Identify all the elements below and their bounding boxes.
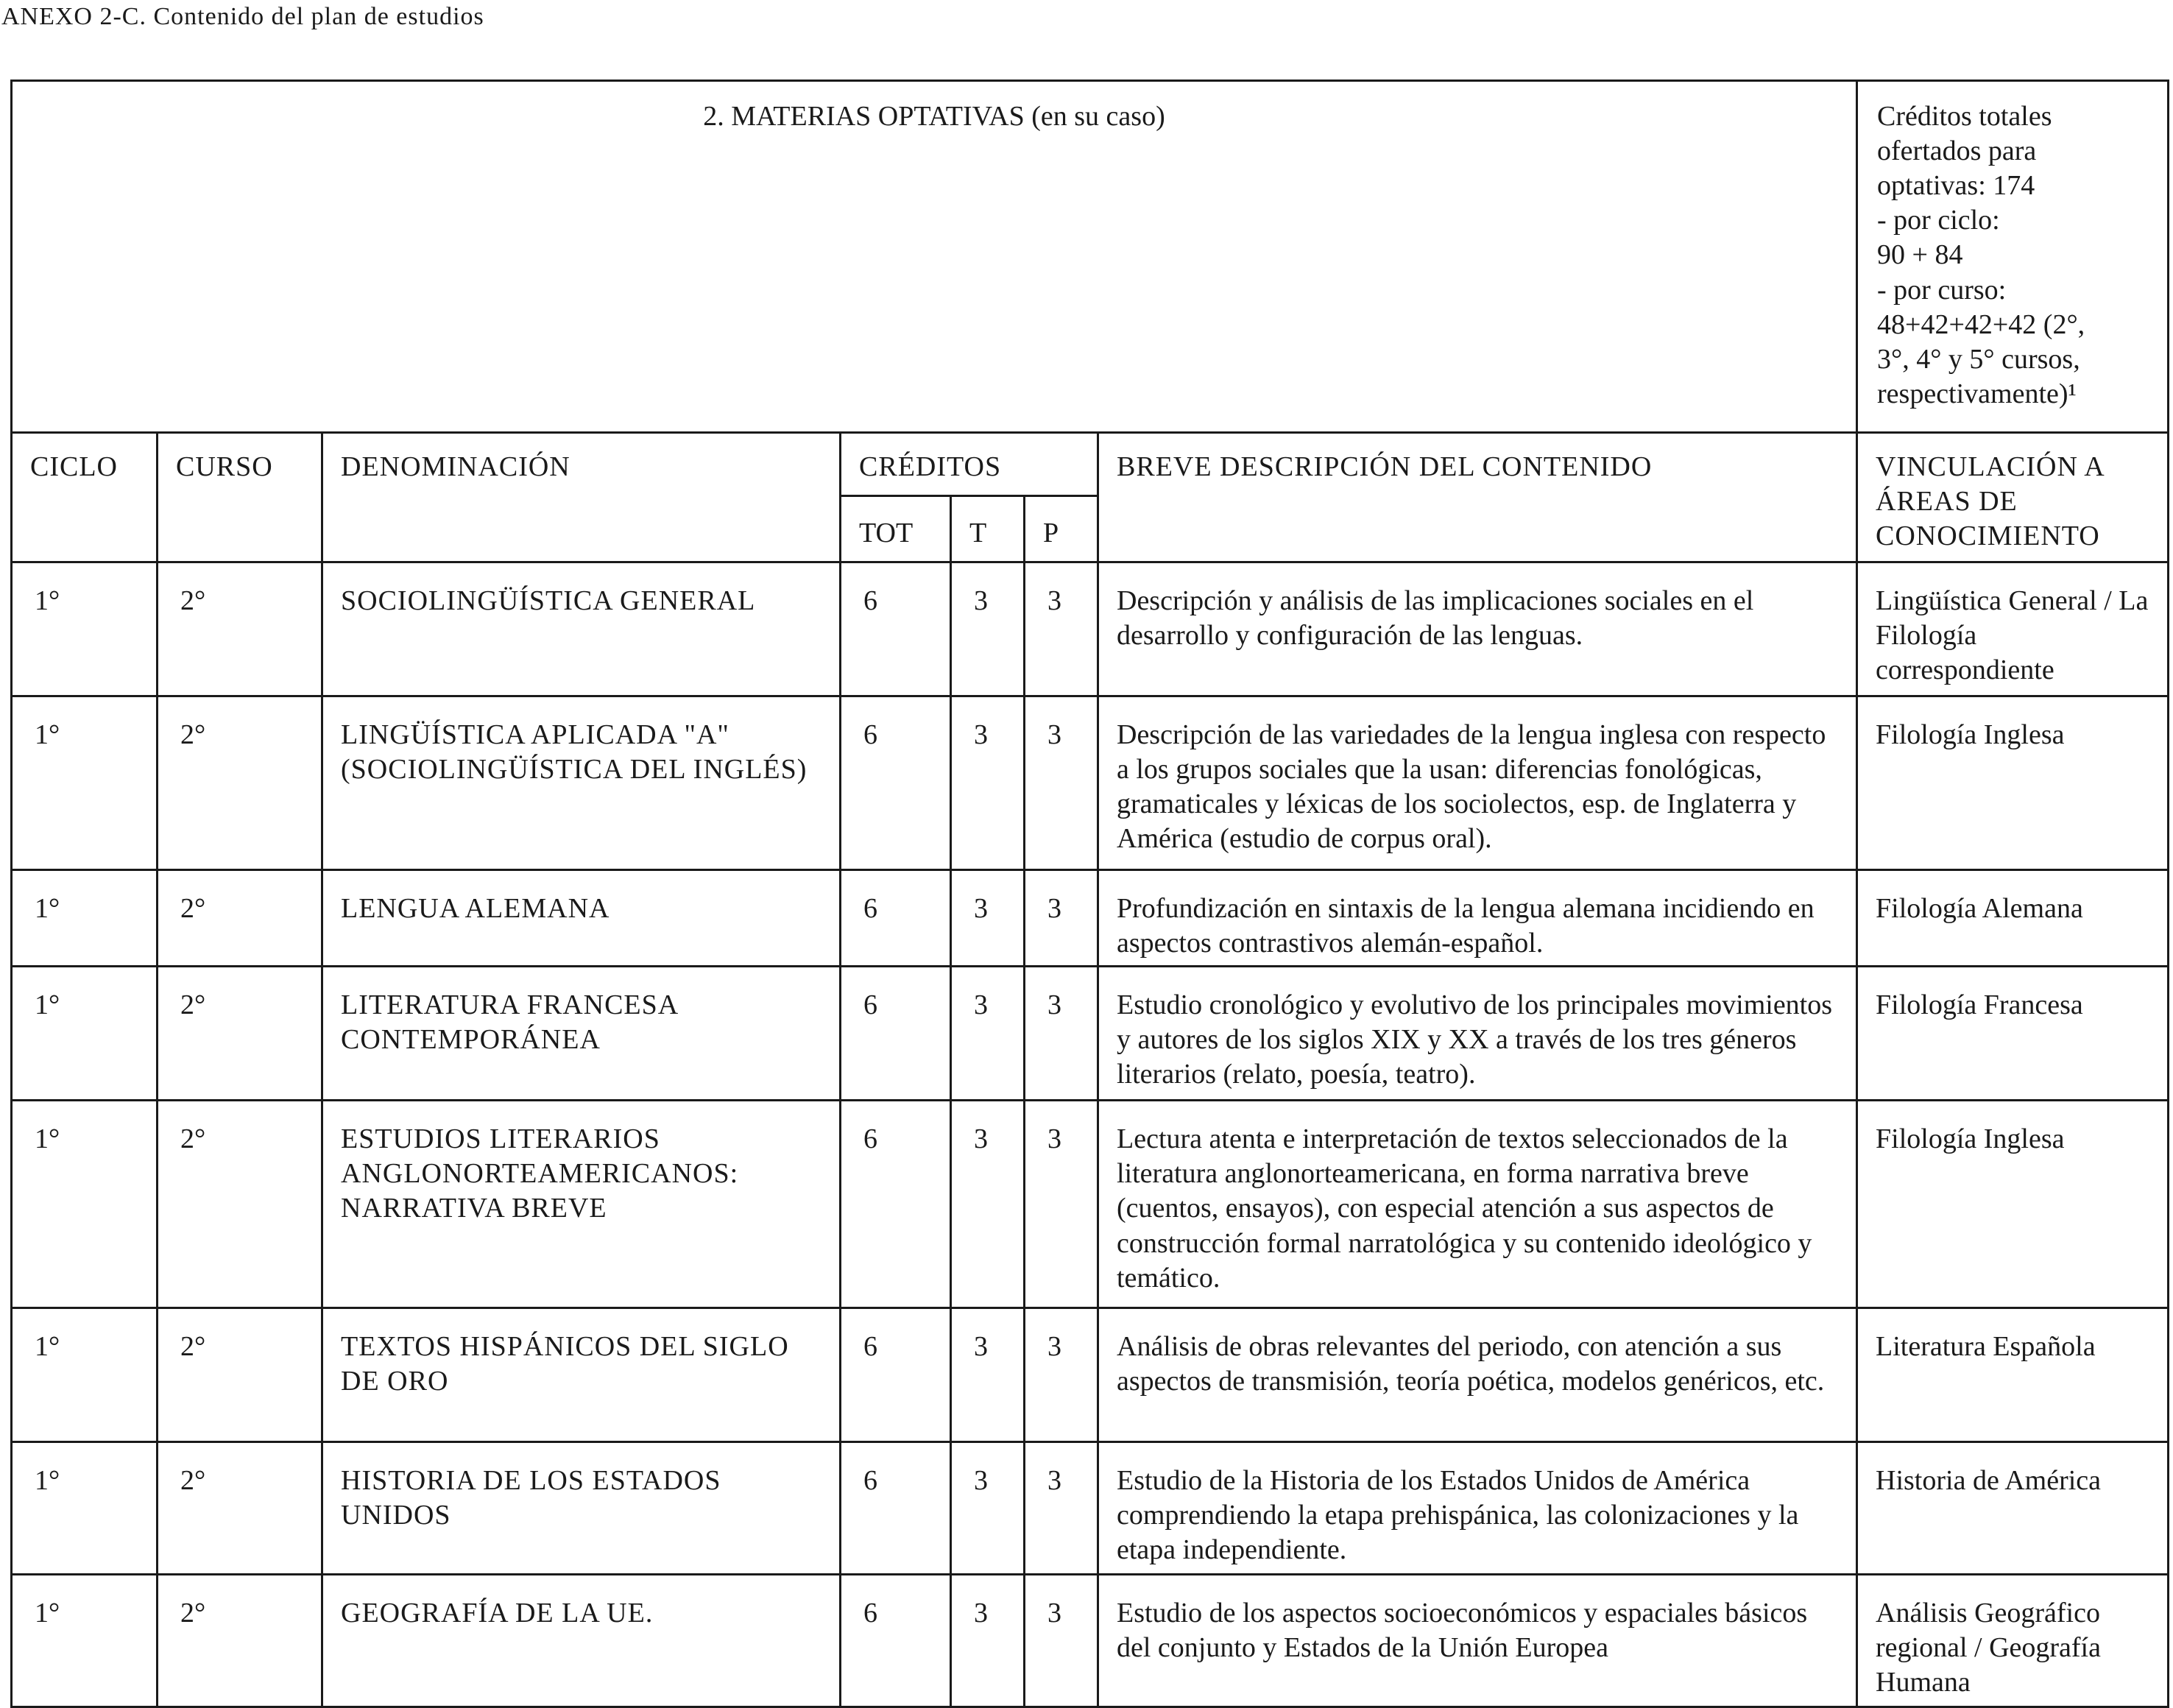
descripcion-cell: Estudio de los aspectos socioeconómicos y espaciales básicos del conjunto y Estados de la Unión Europea <box>1098 1575 1857 1707</box>
descripcion-cell: Descripción y análisis de las implicaciones sociales en el desarrollo y configuración de las lenguas. <box>1098 562 1857 696</box>
t-cell: 3 <box>951 696 1025 870</box>
p-cell: 3 <box>1025 1442 1098 1575</box>
header-row <box>12 433 2169 496</box>
tot-cell: 6 <box>841 696 951 870</box>
ciclo-cell: 1° <box>12 1575 158 1707</box>
curso-cell: 2° <box>158 1575 322 1707</box>
denominacion-cell: GEOGRAFÍA DE LA UE. <box>322 1575 841 1707</box>
p-cell: 3 <box>1025 696 1098 870</box>
denominacion-cell: LENGUA ALEMANA <box>322 870 841 967</box>
credits-summary-line: Créditos totales <box>1877 101 2052 132</box>
t-cell: 3 <box>951 967 1025 1101</box>
descripcion-cell: Lectura atenta e interpretación de textos seleccionados de la literatura anglonorteamericana, en forma narrativa breve (cuentos, ensayos), con especial atención a sus aspectos de construcción formal narratológica y su contenido ideológico y temático. <box>1098 1101 1857 1308</box>
tot-cell: 6 <box>841 562 951 696</box>
ciclo-cell: 1° <box>12 967 158 1101</box>
ciclo-cell: 1° <box>12 1442 158 1575</box>
p-cell: 3 <box>1025 967 1098 1101</box>
t-cell: 3 <box>951 562 1025 696</box>
vinculacion-cell: Filología Inglesa <box>1857 1101 2169 1308</box>
table-row <box>12 1575 2169 1707</box>
study-plan-table <box>10 80 2169 1708</box>
credits-summary-line: - por curso: <box>1877 274 2007 306</box>
vinculacion-cell: Filología Inglesa <box>1857 696 2169 870</box>
curso-cell: 2° <box>158 696 322 870</box>
denominacion-cell: SOCIOLINGÜÍSTICA GENERAL <box>322 562 841 696</box>
credits-summary-line: 90 + 84 <box>1877 239 1963 271</box>
tot-cell: 6 <box>841 1101 951 1308</box>
section-title: 2. MATERIAS OPTATIVAS (en su caso) <box>12 81 1857 433</box>
table-row <box>12 1308 2169 1442</box>
credits-summary-line: 3°, 4° y 5° cursos, <box>1877 343 2080 375</box>
header-t: T <box>951 496 1025 562</box>
t-cell: 3 <box>951 1442 1025 1575</box>
ciclo-cell: 1° <box>12 696 158 870</box>
t-cell: 3 <box>951 1101 1025 1308</box>
curso-cell: 2° <box>158 562 322 696</box>
tot-cell: 6 <box>841 870 951 967</box>
vinculacion-cell: Historia de América <box>1857 1442 2169 1575</box>
curso-cell: 2° <box>158 870 322 967</box>
credits-summary-line: optativas: 174 <box>1877 170 2035 202</box>
p-cell: 3 <box>1025 1575 1098 1707</box>
denominacion-cell: HISTORIA DE LOS ESTADOS UNIDOS <box>322 1442 841 1575</box>
descripcion-cell: Descripción de las variedades de la lengua inglesa con respecto a los grupos sociales que la usan: diferencias fonológicas, gramaticales y léxicas de los sociolectos, esp. de Inglaterra y América (estudio de corpus oral). <box>1098 696 1857 870</box>
document-header: ANEXO 2-C. Contenido del plan de estudios <box>1 3 484 30</box>
denominacion-cell: TEXTOS HISPÁNICOS DEL SIGLO DE ORO <box>322 1308 841 1442</box>
header-vinculacion: VINCULACIÓN A ÁREAS DE CONOCIMIENTO <box>1857 433 2169 562</box>
table-row <box>12 967 2169 1101</box>
ciclo-cell: 1° <box>12 870 158 967</box>
credits-summary-line: respectivamente)¹ <box>1877 378 2077 409</box>
header-p: P <box>1025 496 1098 562</box>
header-denominacion: DENOMINACIÓN <box>322 433 841 562</box>
credits-summary-line: - por ciclo: <box>1877 205 2000 236</box>
p-cell: 3 <box>1025 1308 1098 1442</box>
descripcion-cell: Profundización en sintaxis de la lengua alemana incidiendo en aspectos contrastivos alemán-español. <box>1098 870 1857 967</box>
header-descripcion: BREVE DESCRIPCIÓN DEL CONTENIDO <box>1098 433 1857 562</box>
header-tot: TOT <box>841 496 951 562</box>
tot-cell: 6 <box>841 1442 951 1575</box>
credits-summary <box>1857 81 2169 433</box>
vinculacion-cell: Análisis Geográfico regional / Geografía Humana <box>1857 1575 2169 1707</box>
header-creditos: CRÉDITOS <box>841 433 1098 496</box>
t-cell: 3 <box>951 870 1025 967</box>
header-ciclo: CICLO <box>12 433 158 562</box>
vinculacion-cell: Lingüística General / La Filología correspondiente <box>1857 562 2169 696</box>
table-row <box>12 562 2169 696</box>
table-row <box>12 1442 2169 1575</box>
p-cell: 3 <box>1025 870 1098 967</box>
descripcion-cell: Estudio de la Historia de los Estados Unidos de América comprendiendo la etapa prehispánica, las colonizaciones y la etapa independiente. <box>1098 1442 1857 1575</box>
denominacion-cell: LINGÜÍSTICA APLICADA "A" (SOCIOLINGÜÍSTICA DEL INGLÉS) <box>322 696 841 870</box>
table-row <box>12 1101 2169 1308</box>
vinculacion-cell: Literatura Española <box>1857 1308 2169 1442</box>
vinculacion-cell: Filología Francesa <box>1857 967 2169 1101</box>
ciclo-cell: 1° <box>12 1101 158 1308</box>
tot-cell: 6 <box>841 967 951 1101</box>
ciclo-cell: 1° <box>12 1308 158 1442</box>
section-title-row <box>12 81 2169 433</box>
header-curso: CURSO <box>158 433 322 562</box>
descripcion-cell: Estudio cronológico y evolutivo de los principales movimientos y autores de los siglos XIX y XX a través de los tres géneros literarios (relato, poesía, teatro). <box>1098 967 1857 1101</box>
credits-summary-line: ofertados para <box>1877 135 2037 167</box>
p-cell: 3 <box>1025 562 1098 696</box>
t-cell: 3 <box>951 1575 1025 1707</box>
denominacion-cell: LITERATURA FRANCESA CONTEMPORÁNEA <box>322 967 841 1101</box>
ciclo-cell: 1° <box>12 562 158 696</box>
t-cell: 3 <box>951 1308 1025 1442</box>
curso-cell: 2° <box>158 1442 322 1575</box>
descripcion-cell: Análisis de obras relevantes del periodo, con atención a sus aspectos de transmisión, teoría poética, modelos genéricos, etc. <box>1098 1308 1857 1442</box>
tot-cell: 6 <box>841 1308 951 1442</box>
curso-cell: 2° <box>158 1308 322 1442</box>
table-row <box>12 696 2169 870</box>
table-row <box>12 870 2169 967</box>
vinculacion-cell: Filología Alemana <box>1857 870 2169 967</box>
tot-cell: 6 <box>841 1575 951 1707</box>
denominacion-cell: ESTUDIOS LITERARIOS ANGLONORTEAMERICANOS: NARRATIVA BREVE <box>322 1101 841 1308</box>
curso-cell: 2° <box>158 967 322 1101</box>
p-cell: 3 <box>1025 1101 1098 1308</box>
curso-cell: 2° <box>158 1101 322 1308</box>
credits-summary-line: 48+42+42+42 (2°, <box>1877 308 2085 340</box>
